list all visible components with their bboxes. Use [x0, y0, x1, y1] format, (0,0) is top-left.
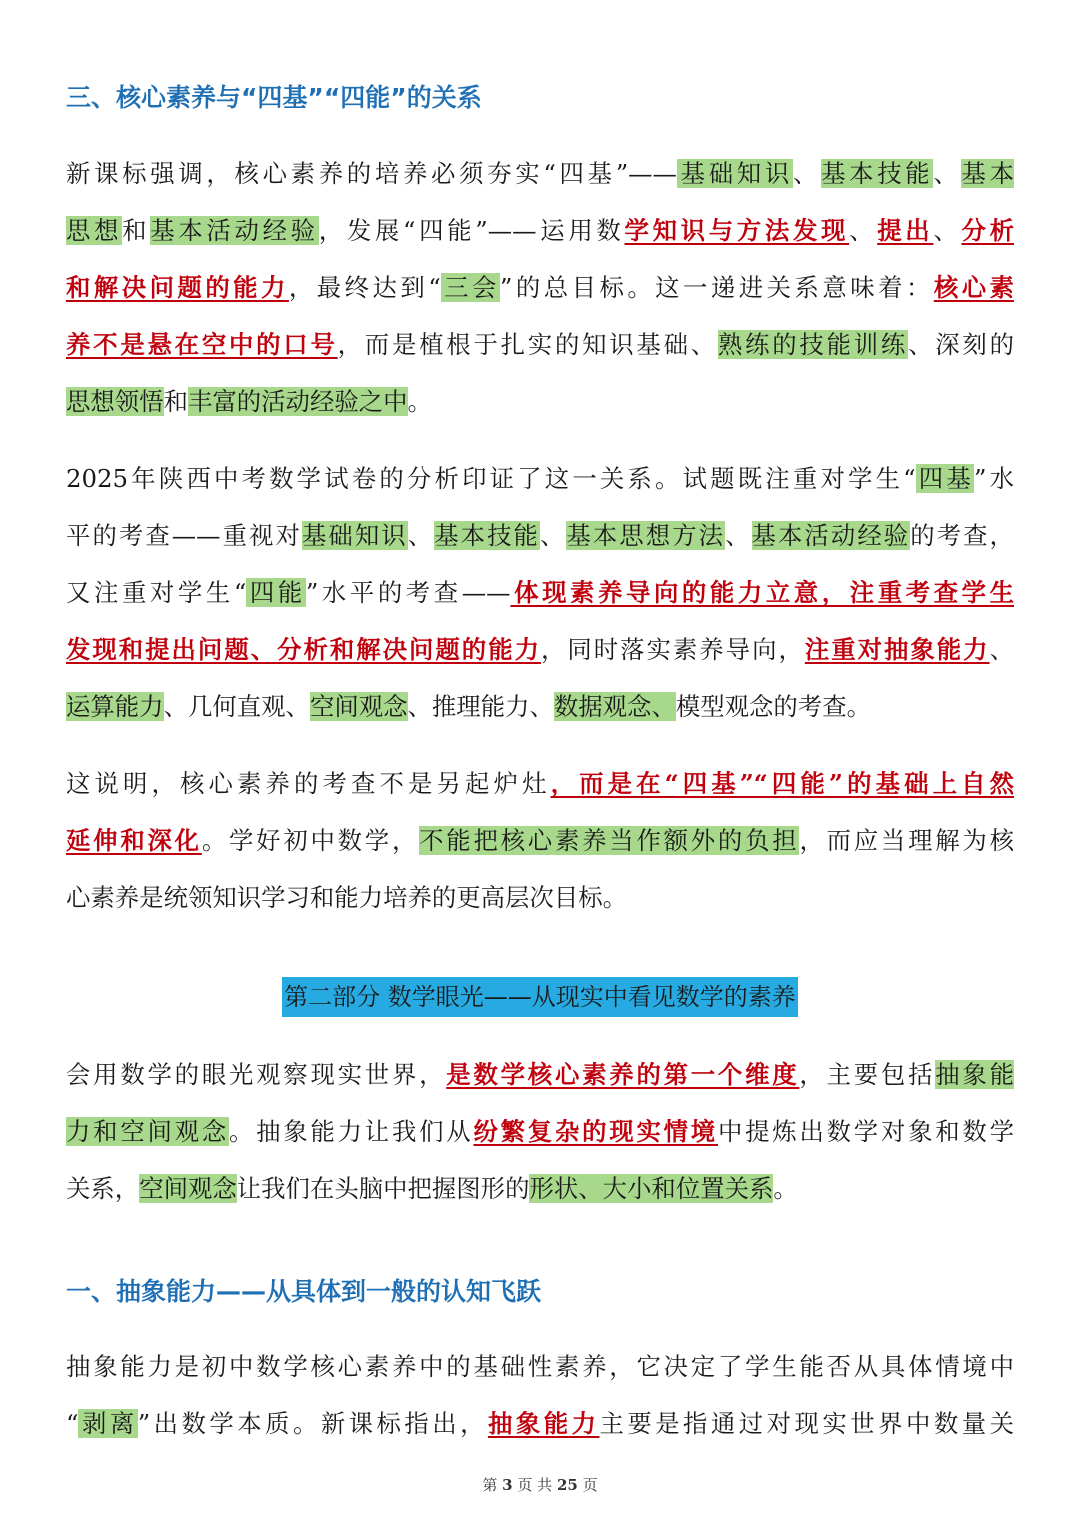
paragraph-conclusion [66, 755, 1014, 926]
text-run: 力和空间观念 [66, 1117, 229, 1146]
text-run: 提出 [877, 216, 934, 245]
text-run: ，而应当理解为核 [799, 826, 1014, 855]
text-run: 会用数学的眼光观察现实世界， [66, 1060, 447, 1089]
total-pages: 25 [556, 1476, 578, 1494]
text-run: 这说明，核心素养的考查不是另起炉灶 [66, 769, 551, 798]
text-run: 和 [163, 387, 188, 416]
text-run: 让我们在头脑中把握图形的 [236, 1174, 530, 1203]
part-title-label: 第二部分 数学眼光——从现实中看见数学的素养 [282, 977, 798, 1017]
text-run: 又注重对学生“ [66, 578, 247, 607]
text-run: 剥离 [78, 1409, 138, 1438]
text-run: 空间观念 [139, 1174, 237, 1203]
text-run: 、 [849, 216, 878, 245]
text-line [66, 450, 1014, 507]
text-line [66, 373, 1014, 430]
text-line [66, 1103, 1014, 1160]
text-run: 心素养是统领知识学习和能力培养的更高层次目标。 [66, 883, 627, 912]
text-run: 丰富的活动经验之中 [187, 387, 408, 416]
text-line [66, 678, 1014, 735]
current-page: 3 [502, 1476, 513, 1494]
paragraph-exam-analysis [66, 450, 1014, 735]
text-run: 关系， [66, 1174, 140, 1203]
text-run: 纷繁复杂的现实情境 [473, 1117, 718, 1146]
text-line [66, 507, 1014, 564]
text-run: 发现和提出问题、分析和解决问题的能力 [66, 635, 541, 664]
text-run: ”的总目标。这一递进关系意味着： [499, 273, 934, 302]
text-line [66, 564, 1014, 621]
text-line [66, 812, 1014, 869]
text-run: 、 [933, 159, 962, 188]
text-run: 核心素 [933, 273, 1014, 302]
text-line [66, 259, 1014, 316]
text-run: 、 [725, 521, 752, 550]
text-run: 延伸和深化 [66, 826, 202, 855]
text-run: 三会 [440, 273, 500, 302]
text-run: ”水 [973, 464, 1014, 493]
text-run: 养不是悬在空中的口号 [66, 330, 338, 359]
text-run: 四能 [246, 578, 306, 607]
text-run: 分析 [961, 216, 1014, 245]
text-run: 基本技能 [821, 159, 934, 188]
text-run: 基本思想方法 [566, 521, 726, 550]
text-run: 、 [539, 521, 567, 550]
text-line [66, 869, 1014, 926]
text-run: ，主要包括 [799, 1060, 936, 1089]
text-run: 基本技能 [434, 521, 540, 550]
text-run: 运算能力 [66, 692, 164, 721]
paragraph-abstraction [66, 1338, 1014, 1452]
text-run: 的考查， [910, 521, 1014, 550]
text-run: 基础知识 [676, 159, 793, 188]
text-run: 。 [407, 387, 432, 416]
text-run: ，同时落实素养导向， [540, 635, 805, 664]
text-run: 基本 [961, 159, 1014, 188]
section-heading: 三、核心素养与“四基”“四能”的关系 [66, 83, 482, 112]
text-run: ，而是植根于扎实的知识基础、 [337, 330, 718, 359]
text-run: ，而是在“四基”“四能”的基础上自然 [550, 769, 1014, 798]
text-run: 和解决问题的能力 [66, 273, 289, 302]
text-run: 模型观念的考查。 [675, 692, 871, 721]
text-run: ”出数学本质。新课标指出， [137, 1409, 488, 1438]
text-run: 、 [792, 159, 822, 188]
text-run: “ [66, 1409, 79, 1438]
text-run: ，发展“四能”——运用数 [318, 216, 625, 245]
text-run: 注重对抽象能力 [804, 635, 990, 664]
text-run: 是数学核心素养的第一个维度 [446, 1060, 800, 1089]
part-title [0, 975, 1080, 1019]
text-run: 四基 [915, 464, 974, 493]
text-line [66, 316, 1014, 373]
text-line [66, 755, 1014, 812]
text-run: 基本活动经验 [751, 521, 911, 550]
text-run: 新课标强调，核心素养的培养必须夯实“四基”—— [66, 159, 677, 188]
text-run: 、深刻的 [908, 330, 1014, 359]
text-run: 、几何直观、 [163, 692, 310, 721]
paragraph-four-foundations [66, 145, 1014, 430]
text-line [66, 1046, 1014, 1103]
text-line [66, 145, 1014, 202]
text-run: 。 [773, 1174, 798, 1203]
text-run: 抽象能力是初中数学核心素养中的基础性素养，它决定了学生能否从具体情境中 [66, 1352, 1014, 1381]
page-footer: 第 3 页 共 25 页 [482, 1476, 598, 1494]
text-line [66, 202, 1014, 259]
text-run: 、推理能力、 [407, 692, 554, 721]
text-line [66, 1395, 1014, 1452]
text-run: 思想领悟 [66, 387, 164, 416]
sub-heading: 一、抽象能力——从具体到一般的认知飞跃 [66, 1277, 542, 1306]
text-run: 基础知识 [301, 521, 408, 550]
text-run: 抽象能 [935, 1060, 1014, 1089]
text-run: 空间观念 [309, 692, 408, 721]
text-run: 抽象能力 [488, 1409, 600, 1438]
text-run: 和 [122, 216, 151, 245]
text-run: 基本活动经验 [150, 216, 319, 245]
paragraph-math-vision [66, 1046, 1014, 1217]
text-line [66, 1160, 1014, 1217]
text-line [66, 1338, 1014, 1395]
text-run: 2025年陕西中考数学试卷的分析印证了这一关系。试题既注重对学生“ [66, 464, 916, 493]
text-run: 平的考查——重视对 [66, 521, 302, 550]
text-run: 思想 [66, 216, 123, 245]
text-line [66, 621, 1014, 678]
text-run: 数据观念、 [553, 692, 676, 721]
text-run: 主要是指通过对现实世界中数量关 [599, 1409, 1014, 1438]
text-run: 。抽象能力让我们从 [228, 1117, 474, 1146]
text-run: 。学好初中数学， [201, 826, 420, 855]
text-run: 、 [933, 216, 962, 245]
text-run: 熟练的技能训练 [717, 330, 909, 359]
text-run: 不能把核心素养当作额外的负担 [419, 826, 800, 855]
text-run: 、 [989, 635, 1014, 664]
text-run: 体现素养导向的能力立意，注重考查学生 [510, 578, 1014, 607]
text-run: ”水平的考查—— [305, 578, 511, 607]
text-run: 中提炼出数学对象和数学 [717, 1117, 1014, 1146]
text-run: ，最终达到“ [288, 273, 441, 302]
text-run: 、 [407, 521, 435, 550]
text-run: 学知识与方法发现 [624, 216, 850, 245]
text-run: 形状、大小和位置关系 [529, 1174, 774, 1203]
